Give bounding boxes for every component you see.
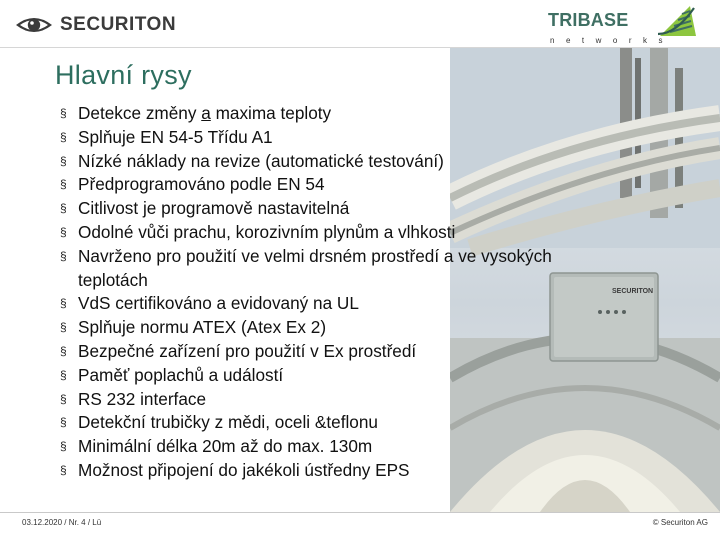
eye-icon bbox=[14, 14, 54, 36]
feature-text-underlined: a bbox=[201, 103, 211, 123]
feature-item bbox=[60, 102, 560, 126]
bullet-marker-icon: § bbox=[60, 367, 67, 382]
feature-text: Předprogramováno podle EN 54 bbox=[78, 174, 325, 195]
feature-item bbox=[60, 197, 560, 221]
feature-item bbox=[60, 435, 560, 459]
bullet-marker-icon: § bbox=[60, 439, 67, 454]
feature-item bbox=[60, 173, 560, 197]
tribase-logo bbox=[548, 4, 698, 48]
feature-text: Bezpečné zařízení pro použití v Ex prostředí bbox=[78, 340, 417, 361]
footer-copyright: © Securiton AG bbox=[652, 518, 708, 527]
feature-text: VdS certifikováno a evidovaný na UL bbox=[78, 293, 359, 314]
device-label: SECURITON bbox=[612, 288, 654, 295]
feature-text: Odolné vůči prachu, korozivním plynům a vlhkosti bbox=[78, 221, 456, 242]
bullet-marker-icon: § bbox=[60, 201, 67, 216]
securiton-wordmark: SECURITON bbox=[60, 14, 177, 35]
bullet-marker-icon: § bbox=[60, 343, 67, 358]
slide-title: Hlavní rysy bbox=[55, 60, 192, 90]
feature-text: Nízké náklady na revize (automatické testování) bbox=[78, 150, 444, 171]
feature-item bbox=[60, 126, 560, 150]
feature-text: RS 232 interface bbox=[78, 388, 207, 409]
feature-text-tail: maxima teploty bbox=[210, 103, 332, 123]
feature-text: Navrženo pro použití ve velmi drsném prostředí a ve vysokých teplotách bbox=[78, 245, 552, 290]
feature-text: Citlivost je programově nastavitelná bbox=[78, 198, 350, 219]
tribase-subtitle: networks bbox=[550, 36, 675, 45]
feature-item bbox=[60, 245, 560, 293]
bullet-marker-icon: § bbox=[60, 320, 67, 335]
bullet-marker-icon: § bbox=[60, 296, 67, 311]
feature-text: Paměť poplachů a událostí bbox=[78, 364, 284, 385]
feature-text: Detekce změny bbox=[78, 103, 202, 123]
feature-item bbox=[60, 221, 560, 245]
bullet-marker-icon: § bbox=[60, 224, 67, 239]
feature-text: Splňuje EN 54-5 Třídu A1 bbox=[78, 126, 273, 147]
feature-list bbox=[60, 102, 560, 483]
footer-divider bbox=[0, 512, 720, 513]
feature-item bbox=[60, 459, 560, 483]
feature-text: Detekční trubičky z mědi, oceli &teflonu bbox=[78, 412, 378, 433]
bullet-marker-icon: § bbox=[60, 106, 67, 120]
feature-item bbox=[60, 150, 560, 174]
feature-item bbox=[60, 364, 560, 388]
bullet-marker-icon: § bbox=[60, 391, 67, 406]
feature-item bbox=[60, 411, 560, 435]
footer-date-ref: 03.12.2020 / Nr. 4 / Lü bbox=[22, 518, 102, 527]
bullet-marker-icon: § bbox=[60, 129, 67, 144]
feature-item bbox=[60, 316, 560, 340]
feature-item bbox=[60, 340, 560, 364]
bullet-marker-icon: § bbox=[60, 248, 67, 263]
securiton-logo bbox=[14, 12, 176, 38]
tribase-triangle-icon bbox=[650, 4, 698, 38]
feature-text: Možnost připojení do jakékoli ústředny EPS bbox=[78, 459, 410, 480]
bullet-marker-icon: § bbox=[60, 177, 67, 192]
bullet-marker-icon: § bbox=[60, 415, 67, 430]
tribase-wordmark: TRIBASE bbox=[548, 10, 629, 30]
feature-text: Minimální délka 20m až do max. 130m bbox=[78, 436, 373, 457]
feature-item bbox=[60, 292, 560, 316]
bullet-marker-icon: § bbox=[60, 462, 67, 477]
bullet-marker-icon: § bbox=[60, 153, 67, 168]
feature-text: Splňuje normu ATEX (Atex Ex 2) bbox=[78, 317, 327, 338]
feature-item bbox=[60, 388, 560, 412]
